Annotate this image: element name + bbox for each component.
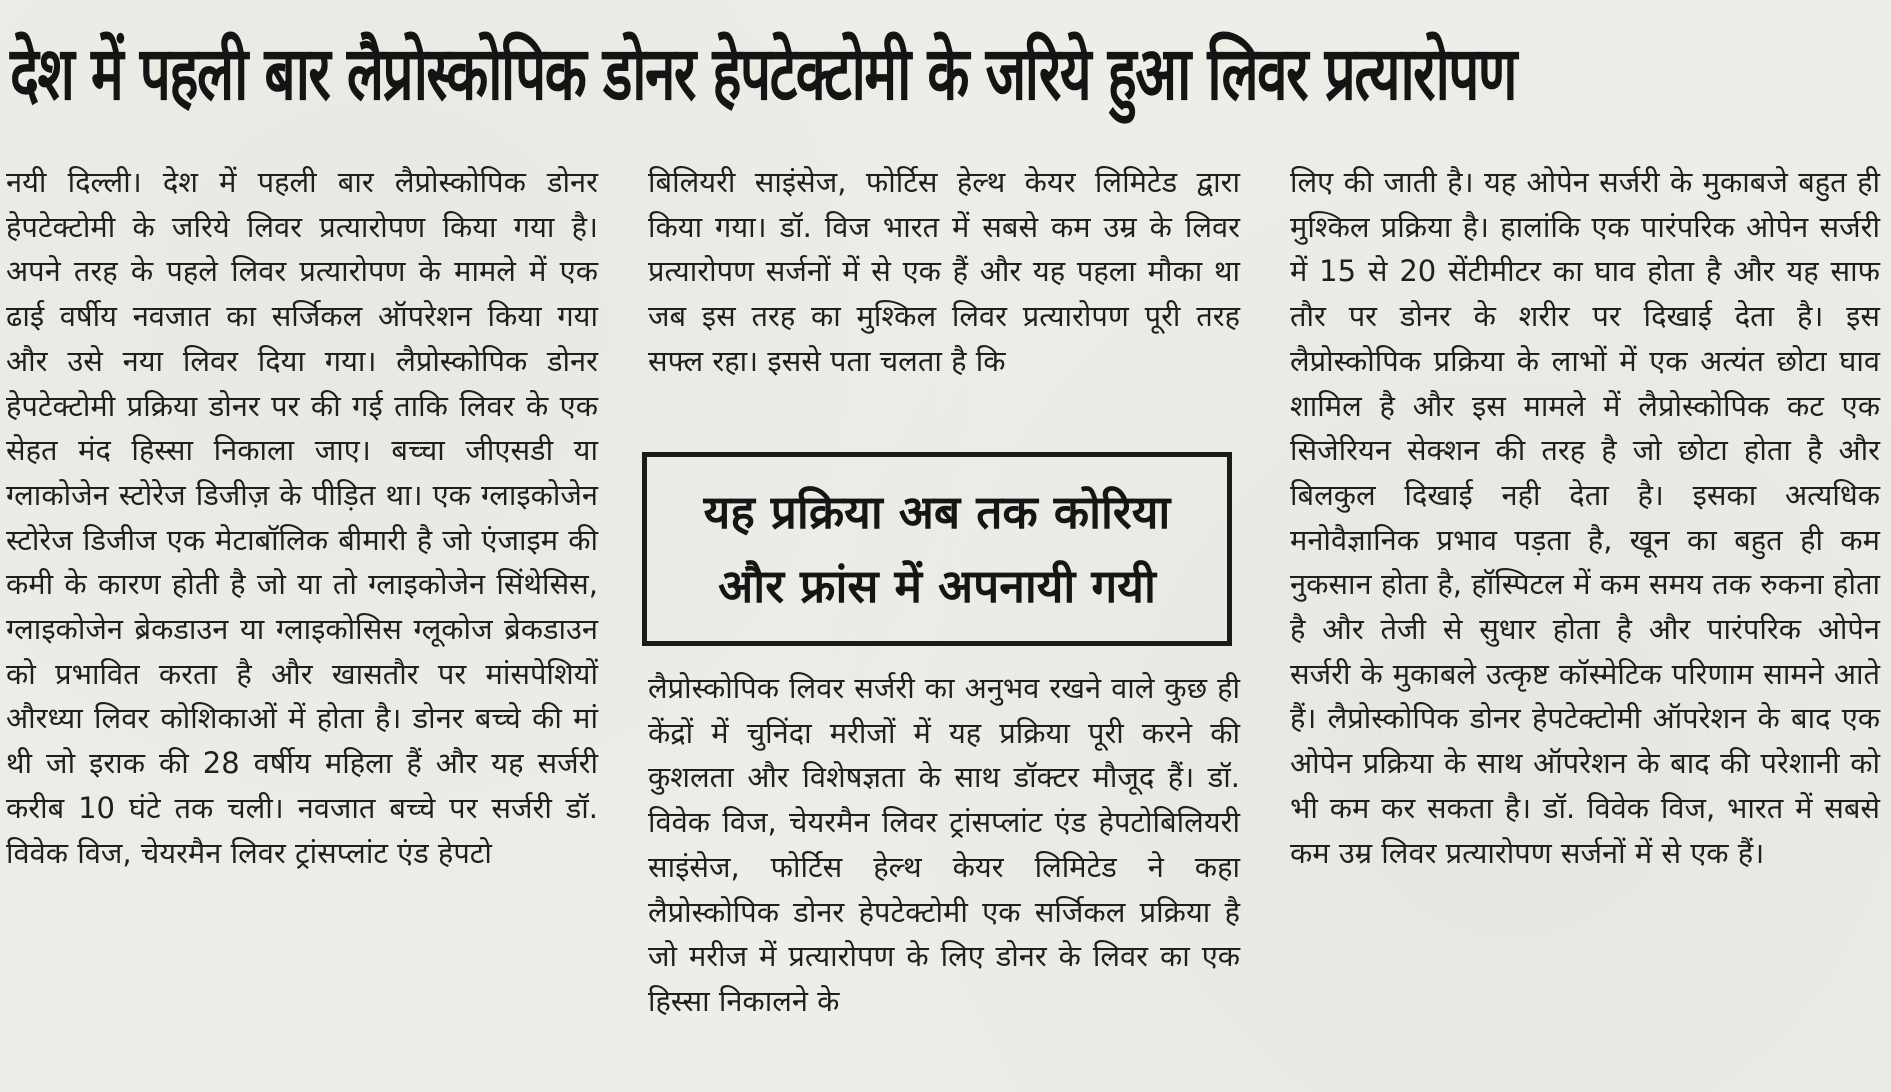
headline: देश में पहली बार लैप्रोस्कोपिक डोनर हेपटेक्टोमी के जरिये हुआ लिवर प्रत्यारोपण — [10, 31, 1517, 117]
pullquote-box — [642, 452, 1232, 646]
article-column-3 — [1290, 160, 1880, 875]
article-column-1 — [6, 160, 598, 875]
article-column-2-top — [648, 160, 1240, 384]
column-2-bottom-text: लैप्रोस्कोपिक लिवर सर्जरी का अनुभव रखने वाले कुछ ही केंद्रों में चुनिंदा मरीजों में यह प्रक्रिया पूरी करने की कुशलता और विशेषज्ञता के साथ डॉक्टर मौजूद हैं। डॉ. विवेक विज, चेयरमैन लिवर ट्रांसप्लांट एंड हेपटोबिलियरी साइंसेज, फोर्टिस हेल्थ केयर लिमिटेड ने कहा लैप्रोस्कोपिक डोनर हेपटेक्टोमी एक सर्जिकल प्रक्रिया है जो मरीज में प्रत्यारोपण के लिए डोनर के लिवर का एक हिस्सा निकालने के — [648, 671, 1240, 1018]
article-column-2-bottom — [648, 666, 1240, 1024]
column-2-top-text: बिलियरी साइंसेज, फोर्टिस हेल्थ केयर लिमिटेड द्वारा किया गया। डॉ. विज भारत में सबसे कम उम्र के लिवर प्रत्यारोपण सर्जनों में से एक हैं और यह पहला मौका था जब इस तरह का मुश्किल लिवर प्रत्यारोपण पूरी तरह सफ्ल रहा। इससे पता चलता है कि — [648, 165, 1240, 378]
column-3-text: लिए की जाती है। यह ओपेन सर्जरी के मुकाबजे बहुत ही मुश्किल प्रक्रिया है। हालांकि एक पारंपरिक ओपेन सर्जरी में 15 से 20 सेंटीमीटर का घाव होता है और यह साफ तौर पर डोनर के शरीर पर दिखाई देता है। इस लैप्रोस्कोपिक प्रक्रिया के लाभों में एक अत्यंत छोटा घाव शामिल है और इस मामले में लैप्रोस्कोपिक कट एक सिजेरियन सेक्शन की तरह है जो छोटा होता है और बिलकुल दिखाई नही देता है। इसका अत्यधिक मनोवैज्ञानिक प्रभाव पड़ता है, खून का बहुत ही कम नुकसान होता है, हॉस्पिटल में कम समय तक रुकना होता है और तेजी से सुधार होता है और पारंपरिक ओपेन सर्जरी के मुकाबले उत्कृष्ट कॉस्मेटिक परिणाम सामने आते हैं। लैप्रोस्कोपिक डोनर हेपटेक्टोमी ऑपरेशन के बाद एक ओपेन प्रक्रिया के साथ ऑपरेशन के बाद की परेशानी को भी कम कर सकता है। डॉ. विवेक विज, भारत में सबसे कम उम्र लिवर प्रत्यारोपण सर्जनों में से एक हैं। — [1290, 165, 1880, 870]
column-1-text: नयी दिल्ली। देश में पहली बार लैप्रोस्कोपिक डोनर हेपटेक्टोमी के जरिये लिवर प्रत्यारोपण किया गया है। अपने तरह के पहले लिवर प्रत्यारोपण के मामले में एक ढाई वर्षीय नवजात का सर्जिकल ऑपरेशन किया गया और उसे नया लिवर दिया गया। लैप्रोस्कोपिक डोनर हेपटेक्टोमी प्रक्रिया डोनर पर की गई ताकि लिवर के एक सेहत मंद हिस्सा निकाला जाए। बच्चा जीएसडी या ग्लाकोजेन स्टोरेज डिजीज़ के पीड़ित था। एक ग्लाइकोजेन स्टोरेज डिजीज एक मेटाबॉलिक बीमारी है जो एंजाइम की कमी के कारण होती है जो या तो ग्लाइकोजेन सिंथेसिस, ग्लाइकोजेन ब्रेकडाउन या ग्लाइकोसिस ग्लूकोज ब्रेकडाउन को प्रभावित करता है और खासतौर पर मांसपेशियों औरध्या लिवर कोशिकाओं में होता है। डोनर बच्चे की मां थी जो इराक की 28 वर्षीय महिला हैं और यह सर्जरी करीब 10 घंटे तक चली। नवजात बच्चे पर सर्जरी डॉ. विवेक विज, चेयरमैन लिवर ट्रांसप्लांट एंड हेपटो — [6, 165, 598, 870]
pullquote-text: यह प्रक्रिया अब तक कोरिया और फ्रांस में अपनायी गयी — [703, 485, 1171, 613]
